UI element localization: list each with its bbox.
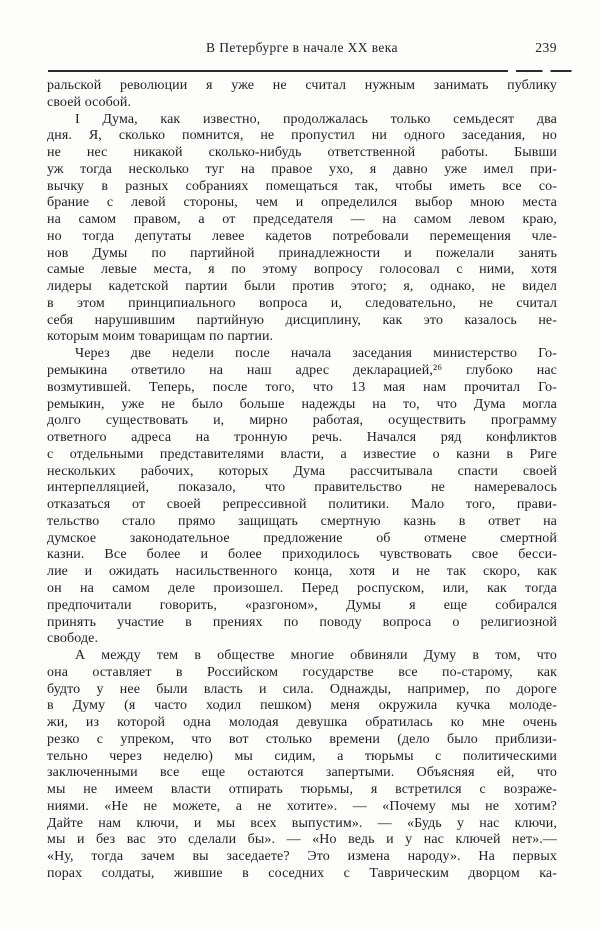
text-line: ответного адреса на тронную речь. Начался ряд конфликтов bbox=[47, 430, 557, 446]
text-line: Через две недели после начала заседания министерство Го- bbox=[75, 346, 557, 362]
text-line: принять участие в прениях по поводу вопроса о религиозной bbox=[47, 614, 557, 630]
header-rule bbox=[48, 70, 577, 72]
text-line: самые левые места, я по этому вопросу голосовал с ними, хотя bbox=[47, 262, 557, 278]
text-line: ральской революции я уже не считал нужным занимать публику bbox=[47, 78, 557, 93]
text-line: не нес никакой сколько-нибудь ответственной работы. Бывши bbox=[47, 145, 557, 161]
page-number: 239 bbox=[535, 40, 557, 55]
text-line: с отдельными представителями власти, а известие о казни в Риге bbox=[47, 446, 557, 462]
text-line: предпочитали говорить, «разгоном», Думы я еще собирался bbox=[47, 597, 557, 613]
text-line: Дайте нам ключи, и мы всех выпустим». — «Будь у нас ключи, bbox=[47, 815, 557, 831]
text-line: лидеры кадетской партии были против этого; я, однако, не видел bbox=[47, 279, 557, 295]
text-line: интерпелляцией, показало, что правительство не намеревалось bbox=[47, 480, 557, 496]
text-line: заключенными все еще остаются запертыми. Объясняя ей, что bbox=[47, 765, 557, 781]
text-line: дня. Я, сколько помнится, не пропустил ни одного заседания, но bbox=[47, 128, 557, 144]
text-line: но тогда депутаты левее кадетов потребовали перемещения чле- bbox=[47, 228, 557, 244]
text-line: I Дума, как известно, продолжалась только семьдесят два bbox=[75, 111, 557, 127]
text-line: своей особой. bbox=[47, 94, 132, 110]
text-line: нескольких рабочих, которых Дума рассчитывала спасти своей bbox=[47, 463, 557, 479]
page-title: В Петербурге в начале XX века bbox=[206, 40, 398, 55]
text-line: резко с упреком, что вот столько времени (дело было приблизи- bbox=[47, 731, 557, 747]
body-text bbox=[47, 78, 557, 883]
text-line: на самом правом, а от председателя — на самом левом краю, bbox=[47, 212, 557, 228]
text-line: в этом принципиального вопроса и, следовательно, не считал bbox=[47, 295, 557, 311]
text-line: казни. Все более и более приходилось чувствовать свое бесси- bbox=[47, 547, 557, 563]
text-line: жи, из которой одна молодая девушка обратилась ко мне очень bbox=[47, 715, 557, 731]
text-line: мы не имеем власти отпирать тюрьмы, я встретился с возраже- bbox=[47, 782, 557, 798]
text-line: А между тем в обществе многие обвиняли Думу в том, что bbox=[75, 648, 557, 664]
text-line: возмутившей. Теперь, после того, что 13 мая нам прочитал Го- bbox=[47, 379, 557, 395]
text-line: думское законодательное предложение об отмене смертной bbox=[47, 530, 557, 546]
text-line: уж тогда несколько туг на правое ухо, я давно уже имел при- bbox=[47, 161, 557, 177]
text-line: она оставляет в Российском государстве все по-старому, как bbox=[47, 664, 557, 680]
text-line: себя нарушившим партийную дисциплину, как это казалось не- bbox=[47, 312, 557, 328]
text-line: которым моим товарищам по партии. bbox=[47, 329, 274, 345]
text-line: долго существовать и, мирно работая, осуществить программу bbox=[47, 413, 557, 429]
text-line: ремыкина ответило на наш адрес декларацией,²⁶ глубоко нас bbox=[47, 363, 557, 379]
text-line: лие и ожидать насильственного конца, хотя и не так скоро, как bbox=[47, 564, 557, 580]
text-line: мы и без вас это сделали бы». — «Но ведь и у нас ключей нет».— bbox=[47, 832, 557, 848]
text-line: вычку в разных собраниях помещаться так, чтобы иметь все со- bbox=[47, 178, 557, 194]
running-header bbox=[47, 39, 557, 56]
text-line: свободе. bbox=[47, 631, 99, 647]
text-line: порах солдаты, жившие в соседних с Таврическим дворцом ка- bbox=[47, 865, 557, 881]
text-line: он на самом деле произошел. Перед роспуском, или, как тогда bbox=[47, 580, 557, 596]
text-line: брание с левой стороны, чем и определился выбор мною места bbox=[47, 195, 557, 211]
text-line: ремыкин, уже не было больше надежды на то, что Дума могла bbox=[47, 396, 557, 412]
text-line: «Ну, тогда зачем вы заседаете? Это измена народу». На первых bbox=[47, 849, 557, 865]
text-line: отказаться от своей репрессивной политики. Мало того, прави- bbox=[47, 497, 557, 513]
text-line: в Думу (я часто ходил пешком) меня окружила кучка молоде- bbox=[47, 698, 557, 714]
text-line: тельство стало прямо защищать смертную казнь в ответ на bbox=[47, 513, 557, 529]
text-line: ниями. «Не не можете, а не хотите». — «Почему мы не хотим? bbox=[47, 798, 557, 814]
text-line: нов Думы по партийной принадлежности и пожелали занять bbox=[47, 245, 557, 261]
text-line: будто у нее были власть и сила. Однажды, например, по дороге bbox=[47, 681, 557, 697]
text-line: тельно через неделю) мы сидим, а тюрьмы с политическими bbox=[47, 748, 557, 764]
